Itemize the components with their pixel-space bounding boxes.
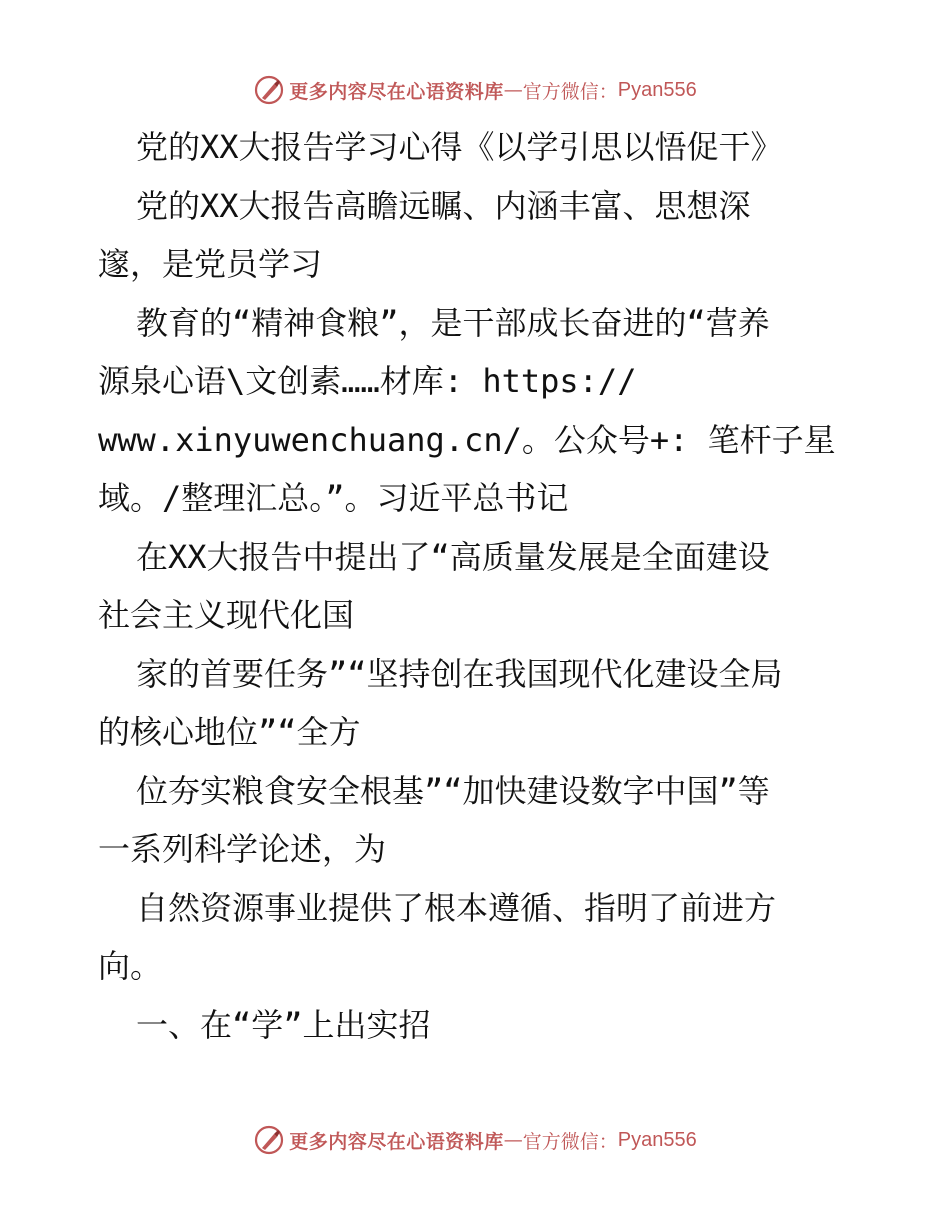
paragraph-line: 党的XX大报告高瞻远瞩、内涵丰富、思想深	[136, 186, 751, 225]
banner-dash: —	[503, 1129, 523, 1151]
header-banner	[0, 70, 950, 110]
footer-banner	[0, 1120, 950, 1160]
banner-title: 更多内容尽在心语资料库	[289, 1130, 504, 1153]
banner-dash: —	[503, 79, 523, 101]
paragraph-line: 向。	[98, 947, 163, 985]
paragraph-line: 的核心地位”“全方	[98, 713, 361, 751]
paragraph-line: 源泉心语\文创素……材库: https://	[98, 362, 637, 400]
paragraph-line: 教育的“精神食粮”，是干部成长奋进的“营养	[136, 303, 770, 342]
paragraph-line: 邃，是党员学习	[98, 245, 323, 283]
pen-logo-icon	[253, 1124, 285, 1156]
document-title: 党的XX大报告学习心得《以学引思以悟促干》	[136, 128, 783, 166]
section-heading: 一、在“学”上出实招	[136, 1005, 431, 1044]
paragraph-line: www.xinyuwenchuang.cn/。公众号+: 笔杆子星	[98, 420, 836, 459]
paragraph-line: 社会主义现代化国	[98, 596, 355, 634]
paragraph-line: 在XX大报告中提出了“高质量发展是全面建设	[136, 537, 770, 576]
pen-logo-icon	[253, 74, 285, 106]
paragraph-line: 位夯实粮食安全根基”“加快建设数字中国”等	[136, 771, 770, 810]
banner-wechat-id: Pyan556	[617, 78, 697, 101]
document-body	[98, 118, 888, 1054]
paragraph-line: 域。/整理汇总。”。习近平总书记	[98, 479, 569, 517]
paragraph-line: 自然资源事业提供了根本遵循、指明了前进方	[136, 888, 777, 927]
paragraph-line: 一系列科学论述，为	[98, 830, 387, 868]
banner-wechat-label: 官方微信：	[522, 1130, 618, 1153]
banner-title: 更多内容尽在心语资料库	[289, 80, 504, 103]
banner-wechat-id: Pyan556	[617, 1128, 697, 1151]
paragraph-line: 家的首要任务”“坚持创在我国现代化建设全局	[136, 654, 783, 693]
banner-wechat-label: 官方微信：	[522, 80, 618, 103]
